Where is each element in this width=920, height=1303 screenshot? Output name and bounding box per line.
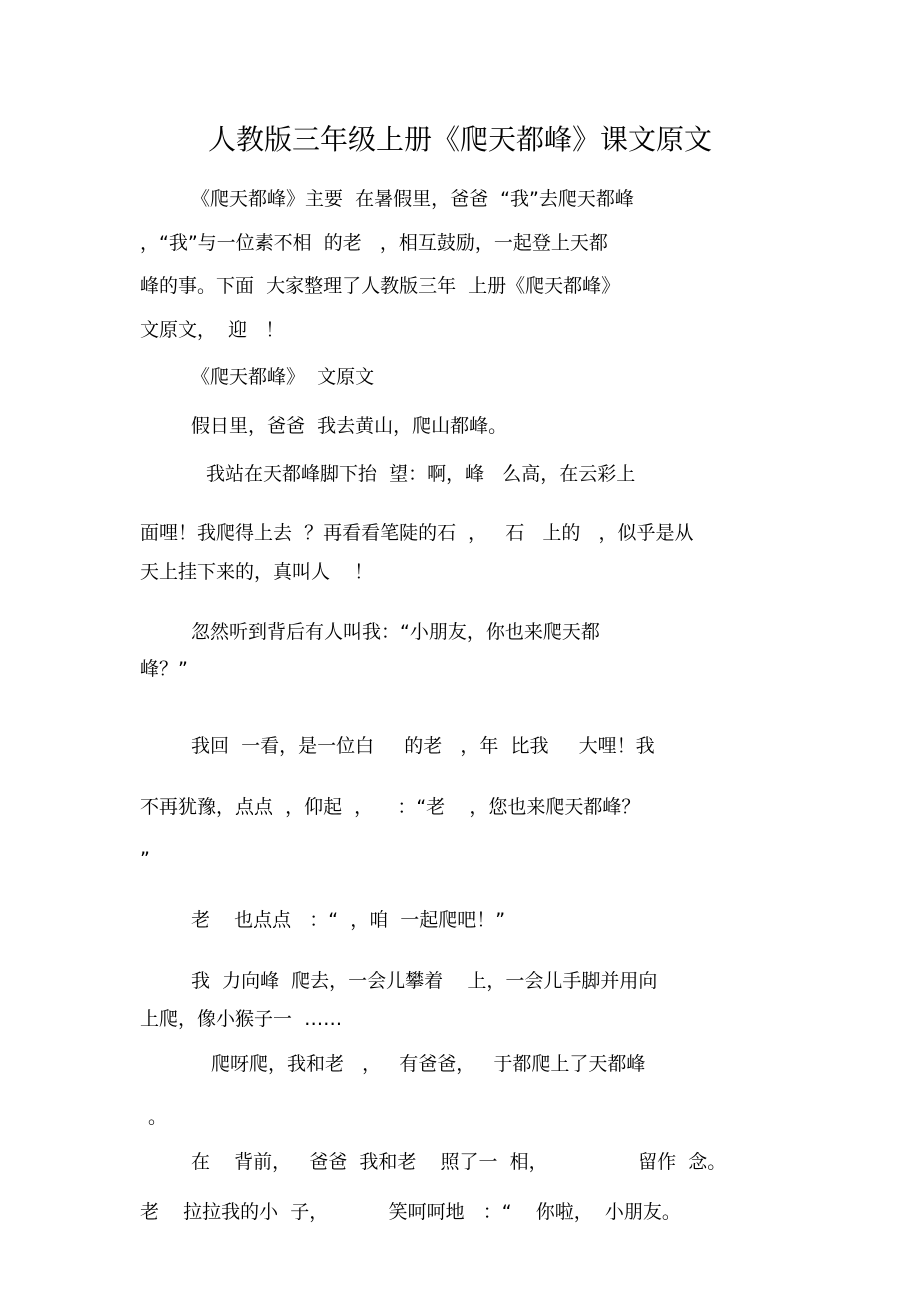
text-line: 老 也点点 ：“ ，咱 一起爬吧！” bbox=[191, 909, 506, 931]
text-line: 在 背前， 爸爸 我和老 照了一 相， 留作 念。 bbox=[191, 1151, 727, 1173]
text-line: 文原文， 迎 ！ bbox=[140, 319, 285, 341]
text-line: 峰？” bbox=[140, 658, 188, 680]
text-line: 忽然听到背后有人叫我：“小朋友，你也来爬天都 bbox=[191, 621, 600, 643]
text-line: 。 bbox=[148, 1106, 168, 1128]
text-line: 不再犹豫，点点 ，仰起 ， ：“老 ，您也来爬天都峰？ bbox=[140, 796, 641, 818]
text-line: ，“我”与一位素不相 的老 ，相互鼓励，一起登上天都 bbox=[140, 232, 608, 254]
text-line: 假日里，爸爸 我去黄山，爬山都峰。 bbox=[191, 415, 508, 437]
text-line: 面哩！我爬得上去 ？再看看笔陡的石 ， 石 上的 ，似乎是从 bbox=[140, 522, 694, 544]
text-line: 我站在天都峰脚下抬 望：啊，峰 么高，在云彩上 bbox=[206, 463, 636, 485]
text-line: 《爬天都峰》主要 在暑假里，爸爸 “我”去爬天都峰 bbox=[191, 188, 634, 210]
text-line: 爬呀爬，我和老 ， 有爸爸， 于都爬上了天都峰 bbox=[211, 1053, 646, 1075]
text-line: 我回 一看，是一位白 的老 ，年 比我 大哩！我 bbox=[191, 735, 655, 757]
page-title: 人教版三年级上册《爬天都峰》课文原文 bbox=[207, 123, 712, 156]
text-line: 我 力向峰 爬去，一会儿攀着 上，一会儿手脚并用向 bbox=[191, 970, 658, 992]
text-line: 老 拉拉我的小 子， 笑呵呵地 ：“ 你啦， 小朋友。 bbox=[140, 1201, 681, 1223]
text-line: 峰的事。下面 大家整理了人教版三年 上册《爬天都峰》 bbox=[140, 275, 621, 297]
text-line: 上爬，像小猴子一 …… bbox=[140, 1008, 343, 1030]
text-line: ” bbox=[140, 848, 150, 870]
text-line: 天上挂下来的，真叫人 ！ bbox=[140, 561, 374, 583]
section-heading: 《爬天都峰》 文原文 bbox=[191, 366, 375, 388]
